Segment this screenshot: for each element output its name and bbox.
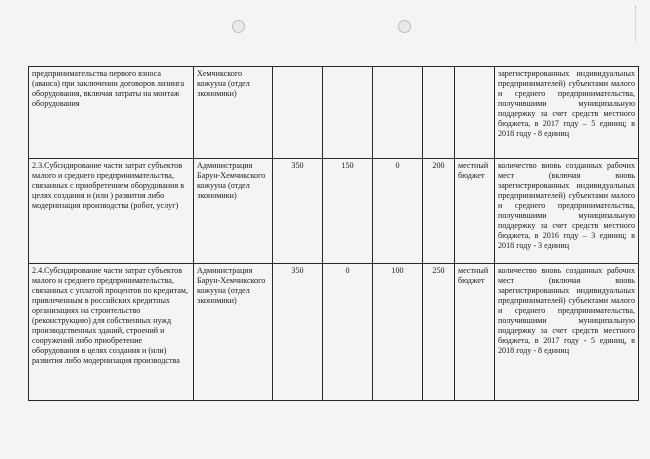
measure-name-cell: 2.3.Субсидирование части затрат субъектов малого и среднего предпринимательства, связанных с приобретением оборудования в целях создания и (или ) развития либо модернизация производства (робот, услуг) <box>29 159 194 264</box>
value-total-cell: 350 <box>273 159 323 264</box>
value-year2-cell <box>373 67 423 159</box>
indicator-cell: количество вновь созданных рабочих мест (включая вновь зарегистрированных индивидуальных предпринимателей) субъектами малого и среднего предпринимательства, получившими муниципальную поддержку за счет средств местного бюджета, в 2017 году - 5 единиц, в 2018 году - 8 единиц <box>495 264 639 401</box>
executor-cell: Администрация Барун-Хемчикского кожууна (отдел экономики) <box>194 159 273 264</box>
value-year2-cell: 0 <box>373 159 423 264</box>
table-row <box>29 67 639 159</box>
funding-source-cell: местный бюджет <box>455 264 495 401</box>
indicator-cell: количество вновь созданных рабочих мест (включая вновь зарегистрированных индивидуальных предпринимателей) субъектами малого и среднего предпринимательства, получившими муниципальную поддержку за счет средств местного бюджета, в 2016 году – 3 единиц; в 2018 году - 3 единиц <box>495 159 639 264</box>
value-year3-cell: 200 <box>423 159 455 264</box>
edge-mark <box>635 6 644 42</box>
table-row <box>29 159 639 264</box>
value-year3-cell <box>423 67 455 159</box>
value-total-cell: 350 <box>273 264 323 401</box>
value-total-cell <box>273 67 323 159</box>
table-row <box>29 264 639 401</box>
measure-name-cell: 2.4.Субсидирование части затрат субъектов малого и среднего предпринимательства, связанных с уплатой процентов по кредитам, привлеченным в российских кредитных организациях на строительство (реконструкцию) для собственных нужд производственных зданий, строений и сооружений либо приобретение оборудования в целях создания и (или) развития либо модернизация производства <box>29 264 194 401</box>
executor-cell: Администрация Барун-Хемчикского кожууна (отдел экономики) <box>194 264 273 401</box>
value-year1-cell <box>323 67 373 159</box>
program-table <box>28 66 639 401</box>
value-year2-cell: 100 <box>373 264 423 401</box>
funding-source-cell <box>455 67 495 159</box>
executor-cell: Хемчикского кожууна (отдел экономики) <box>194 67 273 159</box>
measure-name-cell: предпринимательства первого взноса (аванса) при заключении договоров лизинга оборудования, включая затраты на монтаж оборудования <box>29 67 194 159</box>
value-year3-cell: 250 <box>423 264 455 401</box>
funding-source-cell: местный бюджет <box>455 159 495 264</box>
value-year1-cell: 0 <box>323 264 373 401</box>
punch-hole-right <box>398 20 411 33</box>
indicator-cell: зарегистрированных индивидуальных предпринимателей) субъектами малого и среднего предпринимательства, получившими муниципальную поддержку за счет средств местного бюджета, в 2017 году – 5 единиц; в 2018 году - 8 единиц <box>495 67 639 159</box>
punch-hole-left <box>232 20 245 33</box>
value-year1-cell: 150 <box>323 159 373 264</box>
